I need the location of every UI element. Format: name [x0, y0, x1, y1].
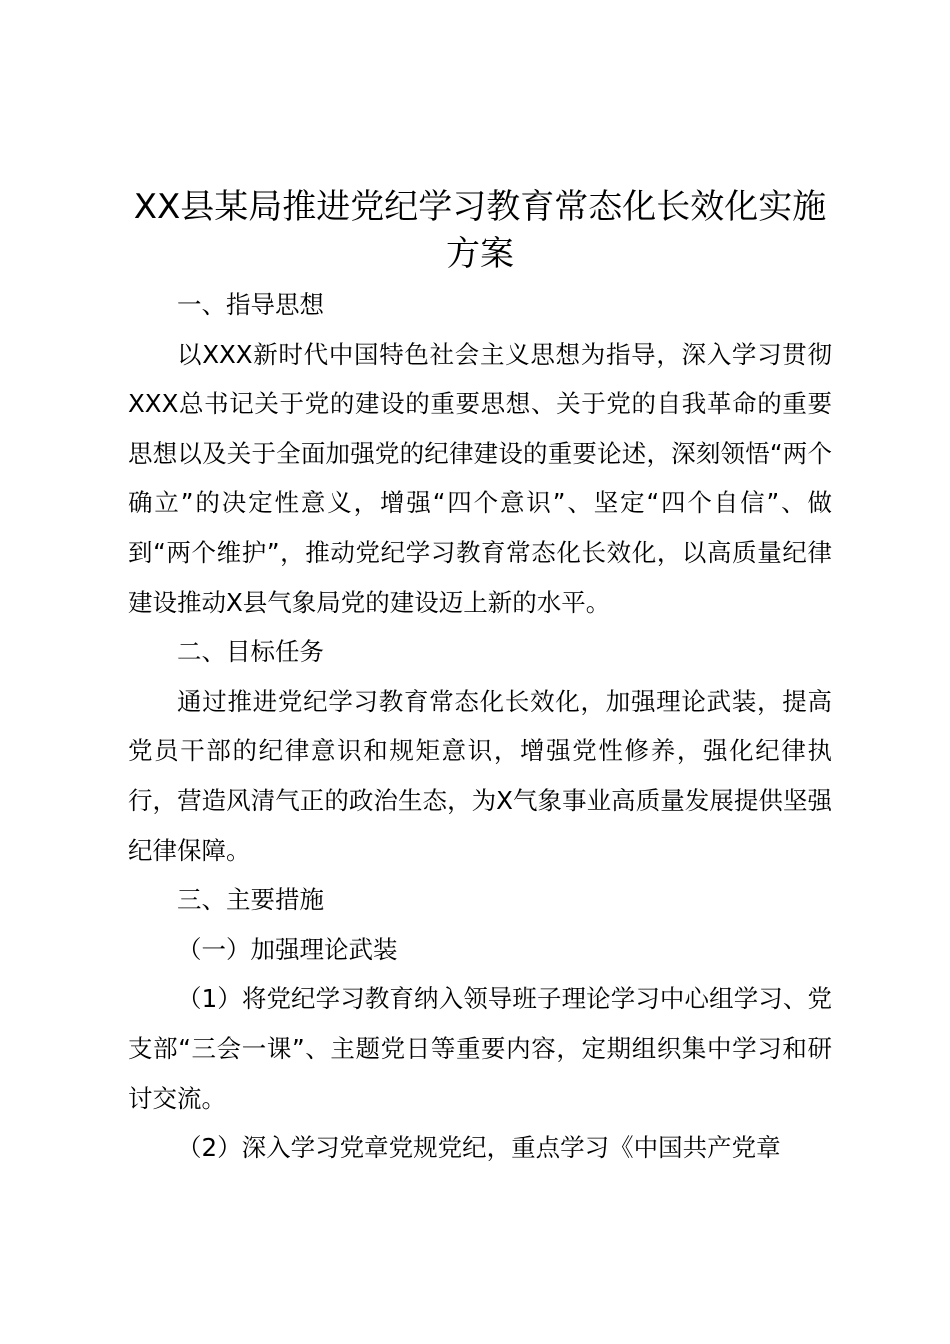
- paragraph-measure-1: （1）将党纪学习教育纳入领导班子理论学习中心组学习、党支部“三会一课”、主题党日等重要内容，定期组织集中学习和研讨交流。: [128, 984, 832, 1113]
- document-page: [128, 0, 832, 1344]
- paragraph-measure-2: （2）深入学习党章党规党纪，重点学习《中国共产党章: [177, 1133, 781, 1163]
- paragraph-guiding-ideology: 以XXX新时代中国特色社会主义思想为指导，深入学习贯彻XXX总书记关于党的建设的重要思想、关于党的自我革命的重要思想以及关于全面加强党的纪律建设的重要论述，深刻领悟“两个确立”的决定性意义，增强“四个意识”、坚定“四个自信”、做到“两个维护”，推动党纪学习教育常态化长效化，以高质量纪律建设推动X县气象局党的建设迈上新的水平。: [128, 339, 832, 617]
- document-body: [128, 280, 832, 1173]
- paragraph-goals: 通过推进党纪学习教育常态化长效化，加强理论武装，提高党员干部的纪律意识和规矩意识，增强党性修养，强化纪律执行，营造风清气正的政治生态，为X气象事业高质量发展提供坚强纪律保障。: [128, 686, 832, 865]
- document-title: XX县某局推进党纪学习教育常态化长效化实施方案: [133, 187, 827, 274]
- section-heading-goals: 二、目标任务: [177, 637, 324, 667]
- section-heading-guiding-ideology: 一、指导思想: [177, 290, 324, 319]
- subsection-heading-theory: （一）加强理论武装: [177, 934, 398, 964]
- section-heading-measures: 三、主要措施: [177, 885, 324, 915]
